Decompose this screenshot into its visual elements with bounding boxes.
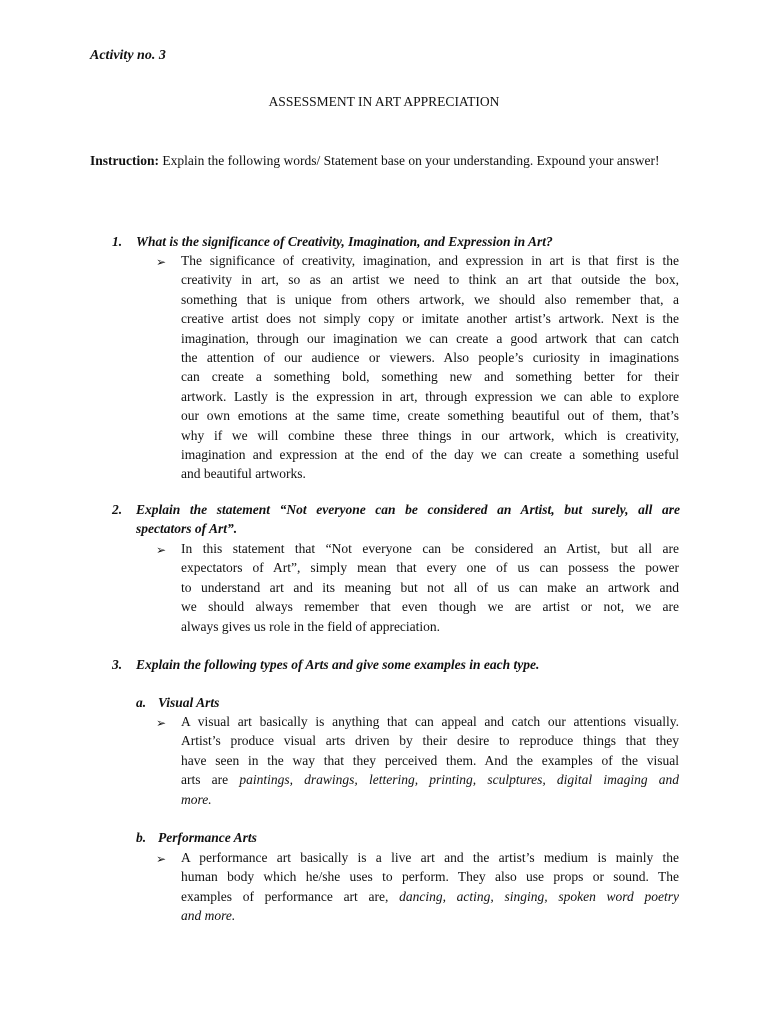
answer-line: In this statement that “Not everyone can be considered an Artist, but all are bbox=[181, 541, 679, 556]
arrowhead-bullet-icon: ➢ bbox=[156, 543, 167, 557]
answer-text: arts are bbox=[181, 772, 240, 788]
instruction-label: Instruction: bbox=[90, 153, 160, 168]
instruction-text: Explain the following words/ Statement base on your understanding. Expound your answer! bbox=[159, 153, 660, 168]
question-text: Explain the following types of Arts and give some examples in each type. bbox=[136, 657, 540, 672]
page-title: ASSESSMENT IN ART APPRECIATION bbox=[268, 94, 500, 109]
answer-line: A performance art basically is a live art and the artist’s medium is mainly the bbox=[181, 850, 679, 865]
examples-text: and more. bbox=[181, 908, 236, 924]
answer-line: The significance of creativity, imagination, and expression in art is that first is the bbox=[181, 253, 679, 268]
subsection-title: Performance Arts bbox=[158, 830, 257, 845]
question-3 bbox=[90, 655, 680, 674]
answer-line: imagination, through our imagination we can create a good artwork that can catch bbox=[181, 330, 679, 346]
question-number: 2. bbox=[112, 502, 123, 517]
answer-line bbox=[181, 790, 679, 809]
answer-line: creativity in art, so as an artist we need to think an art that outside the box, bbox=[181, 272, 679, 288]
arrowhead-bullet-icon: ➢ bbox=[156, 716, 167, 730]
answer-line: artwork. Lastly is the expression in art, through expression we can able to explore bbox=[181, 388, 679, 404]
question-number: 1. bbox=[112, 234, 123, 249]
question-2 bbox=[90, 500, 680, 539]
answer-3a bbox=[156, 712, 679, 809]
answer-line: A visual art basically is anything that can appeal and catch our attentions visually. bbox=[181, 714, 679, 729]
question-1 bbox=[90, 232, 680, 251]
question-text: What is the significance of Creativity, Imagination, and Expression in Art? bbox=[136, 234, 553, 249]
answer-line: Artist’s produce visual arts driven by their desire to reproduce things that they bbox=[181, 733, 679, 749]
answer-line: human body which he/she uses to perform. They also use props or sound. The bbox=[181, 869, 679, 885]
answer-line bbox=[181, 887, 679, 906]
question-text: Explain the statement “Not everyone can be considered an Artist, but surely, all are bbox=[136, 502, 680, 517]
activity-label: Activity no. 3 bbox=[90, 48, 166, 63]
answer-3b bbox=[156, 848, 679, 926]
examples-text: dancing, acting, singing, spoken word poetry bbox=[399, 888, 679, 904]
answer-line: creative artist does not simply copy or imitate another artist’s artwork. Next is the bbox=[181, 311, 679, 327]
arrowhead-bullet-icon: ➢ bbox=[156, 852, 167, 866]
subsection-letter: b. bbox=[136, 830, 147, 845]
answer-line: we should always remember that even though we are artist or not, we are bbox=[181, 599, 679, 615]
answer-line: expectators of Art”, simply mean that every one of us can possess the power bbox=[181, 560, 679, 576]
examples-text: paintings, drawings, lettering, printing, sculptures, digital imaging and bbox=[239, 772, 679, 788]
answer-line: have seen in the way that they perceived them. And the examples of the visual bbox=[181, 752, 679, 768]
subsection-performance-arts bbox=[90, 828, 257, 847]
instruction-paragraph bbox=[90, 151, 680, 170]
answer-line: the attention of our audience or viewers. Also people’s curiosity in imaginations bbox=[181, 350, 679, 366]
subsection-visual-arts bbox=[90, 693, 219, 712]
subsection-letter: a. bbox=[136, 695, 147, 710]
answer-line: something that is unique from others artwork, we should also remember that, a bbox=[181, 291, 679, 307]
answer-line: to understand art and its meaning but not all of us can make an artwork and bbox=[181, 579, 679, 595]
answer-line: always gives us role in the field of appreciation. bbox=[181, 618, 441, 634]
arrowhead-bullet-icon: ➢ bbox=[156, 255, 167, 269]
subsection-title: Visual Arts bbox=[158, 695, 220, 710]
answer-line: and beautiful artworks. bbox=[181, 466, 306, 482]
answer-line bbox=[181, 770, 679, 789]
answer-line: can create a something bold, something new and something better for their bbox=[181, 369, 679, 385]
answer-line: why if we will combine these three things in our artwork, which is creativity, bbox=[181, 427, 679, 443]
answer-text: examples of performance art are, bbox=[181, 888, 400, 904]
examples-text: more. bbox=[181, 791, 212, 807]
answer-line: imagination and expression at the end of the day we can create a something useful bbox=[181, 447, 679, 463]
answer-line bbox=[181, 906, 679, 925]
answer-1 bbox=[156, 251, 679, 484]
answer-2 bbox=[156, 539, 679, 636]
answer-line: our own emotions at the same time, create something beautiful out of them, that’s bbox=[181, 408, 679, 424]
question-text: spectators of Art”. bbox=[136, 521, 238, 537]
question-number: 3. bbox=[112, 657, 123, 672]
